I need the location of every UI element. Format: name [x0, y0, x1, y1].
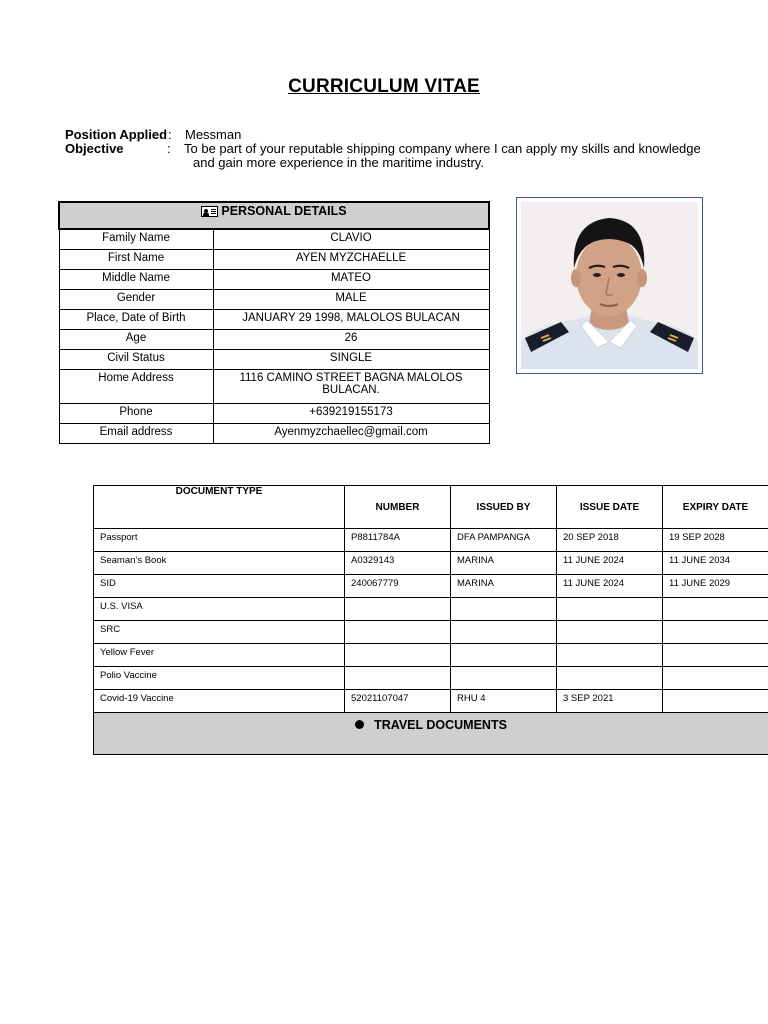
table-cell — [451, 598, 557, 621]
table-row — [94, 690, 768, 713]
table-row — [59, 249, 489, 269]
table-cell — [663, 621, 768, 644]
table-cell: Passport — [94, 529, 345, 552]
travel-documents-text: TRAVEL DOCUMENTS — [374, 718, 507, 732]
position-label: Position Applied — [65, 127, 168, 142]
row-value: Ayenmyzchaellec@gmail.com — [213, 423, 489, 443]
table-row — [59, 289, 489, 309]
row-label: Age — [59, 329, 213, 349]
table-cell — [557, 621, 663, 644]
table-cell — [663, 598, 768, 621]
row-value: +639219155173 — [213, 403, 489, 423]
personal-details-table — [58, 201, 490, 444]
profile-photo — [521, 202, 698, 369]
table-cell — [663, 667, 768, 690]
documents-footer-row — [94, 713, 768, 755]
row-label: Civil Status — [59, 349, 213, 369]
table-cell: MARINA — [451, 575, 557, 598]
row-value: 26 — [213, 329, 489, 349]
table-row — [94, 644, 768, 667]
table-cell: Yellow Fever — [94, 644, 345, 667]
table-row — [59, 423, 489, 443]
row-value: MALE — [213, 289, 489, 309]
table-cell: 11 JUNE 2029 — [663, 575, 768, 598]
table-row — [94, 552, 768, 575]
row-label: Family Name — [59, 229, 213, 249]
table-cell — [345, 667, 451, 690]
table-row — [59, 403, 489, 423]
table-row — [94, 598, 768, 621]
column-header: ISSUE DATE — [557, 486, 663, 529]
table-cell: Polio Vaccine — [94, 667, 345, 690]
table-row — [59, 349, 489, 369]
column-header: ISSUED BY — [451, 486, 557, 529]
table-row — [94, 667, 768, 690]
table-row — [94, 621, 768, 644]
documents-table — [93, 485, 768, 755]
table-cell — [451, 644, 557, 667]
column-header: EXPIRY DATE — [663, 486, 768, 529]
row-label: Gender — [59, 289, 213, 309]
row-value: MATEO — [213, 269, 489, 289]
column-header: DOCUMENT TYPE — [94, 486, 345, 529]
personal-details-header-row — [59, 202, 489, 229]
table-row — [59, 229, 489, 249]
table-cell: Seaman’s Book — [94, 552, 345, 575]
table-cell — [663, 644, 768, 667]
table-cell — [557, 667, 663, 690]
table-cell: 11 JUNE 2024 — [557, 552, 663, 575]
table-row — [59, 329, 489, 349]
table-cell: P8811784A — [345, 529, 451, 552]
personal-details-heading — [59, 202, 489, 229]
objective-line-2: and gain more experience in the maritime industry. — [193, 155, 484, 170]
table-cell: 19 SEP 2028 — [663, 529, 768, 552]
row-value: SINGLE — [213, 349, 489, 369]
table-cell — [345, 621, 451, 644]
table-cell: 240067779 — [345, 575, 451, 598]
table-cell: SRC — [94, 621, 345, 644]
row-label: Home Address — [59, 369, 213, 403]
table-cell: MARINA — [451, 552, 557, 575]
table-cell — [345, 598, 451, 621]
table-cell — [451, 667, 557, 690]
portrait-illustration — [521, 202, 698, 369]
row-value: AYEN MYZCHAELLE — [213, 249, 489, 269]
table-cell — [451, 621, 557, 644]
table-cell: A0329143 — [345, 552, 451, 575]
row-value: JANUARY 29 1998, MALOLOS BULACAN — [213, 309, 489, 329]
position-colon: : — [168, 127, 172, 142]
table-cell: DFA PAMPANGA — [451, 529, 557, 552]
table-row — [94, 575, 768, 598]
table-cell: 11 JUNE 2024 — [557, 575, 663, 598]
row-label: Email address — [59, 423, 213, 443]
table-row — [59, 309, 489, 329]
objective-colon: : — [167, 141, 171, 156]
objective-label: Objective — [65, 141, 124, 156]
id-card-icon — [201, 206, 218, 217]
row-label: Middle Name — [59, 269, 213, 289]
table-cell — [345, 644, 451, 667]
table-row — [59, 369, 489, 403]
table-cell: U.S. VISA — [94, 598, 345, 621]
table-cell: SID — [94, 575, 345, 598]
table-cell — [663, 690, 768, 713]
row-label: First Name — [59, 249, 213, 269]
page-title: CURRICULUM VITAE — [288, 76, 480, 97]
table-row — [94, 529, 768, 552]
table-cell — [557, 598, 663, 621]
table-cell: Covid-19 Vaccine — [94, 690, 345, 713]
table-cell: 20 SEP 2018 — [557, 529, 663, 552]
table-cell — [557, 644, 663, 667]
table-cell: 3 SEP 2021 — [557, 690, 663, 713]
travel-documents-heading — [94, 713, 768, 755]
address-line-2: BULACAN. — [322, 383, 380, 396]
row-value — [213, 369, 489, 403]
column-header: NUMBER — [345, 486, 451, 529]
position-value: Messman — [185, 127, 242, 142]
table-row — [59, 269, 489, 289]
profile-photo-frame — [516, 197, 703, 374]
table-cell: RHU 4 — [451, 690, 557, 713]
documents-header-row — [94, 486, 768, 529]
table-cell: 52021107047 — [345, 690, 451, 713]
personal-details-heading-text: PERSONAL DETAILS — [221, 204, 347, 218]
table-cell: 11 JUNE 2034 — [663, 552, 768, 575]
row-label: Phone — [59, 403, 213, 423]
row-label: Place, Date of Birth — [59, 309, 213, 329]
row-value: CLAVIO — [213, 229, 489, 249]
bullet-icon — [355, 720, 364, 729]
objective-line-1: To be part of your reputable shipping company where I can apply my skills and knowledge — [184, 141, 701, 156]
address-line-1: 1116 CAMINO STREET BAGNA MALOLOS — [239, 371, 463, 384]
